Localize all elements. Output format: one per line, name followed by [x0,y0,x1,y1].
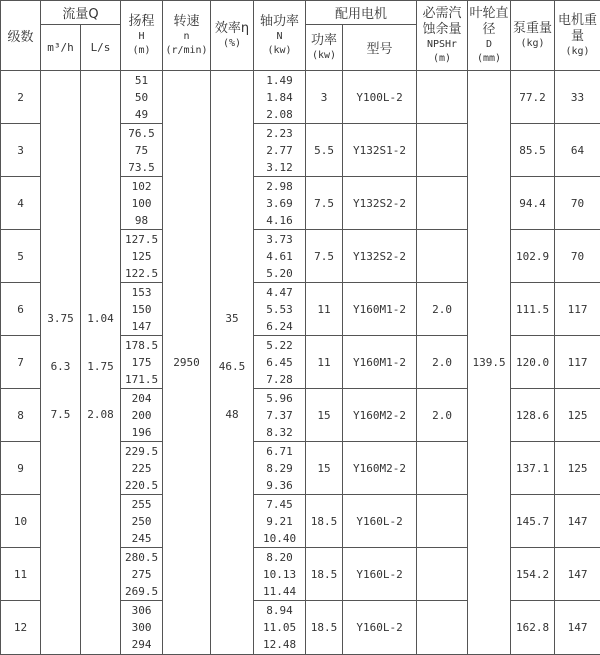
shaft-power-cell-value: 6.71 [266,444,293,458]
motor-model-cell: Y100L-2 [343,71,417,124]
stage-cell: 2 [1,71,41,124]
header-impeller-symbol: D [486,38,493,50]
shaft-power-cell-value: 3.73 [266,232,293,246]
npsh-cell [417,230,468,283]
motor-power-cell: 11 [306,283,343,336]
shaft-power-cell-value: 11.44 [262,584,297,598]
stage-cell: 3 [1,124,41,177]
flow-ls-cell-value: 2.08 [87,407,114,421]
motor-model-cell: Y132S1-2 [343,124,417,177]
shaft-power-cell-value: 4.16 [266,213,293,227]
shaft-power-cell [254,389,306,442]
shaft-power-cell-value: 5.96 [266,391,293,405]
shaft-power-cell [254,495,306,548]
shaft-power-cell [254,442,306,495]
motor-weight-cell: 147 [555,548,600,601]
motor-power-cell: 3 [306,71,343,124]
shaft-power-cell [254,283,306,336]
shaft-power-cell-value: 10.13 [262,567,297,581]
motor-weight-cell: 125 [555,442,600,495]
head-cell [121,230,163,283]
head-cell-value: 200 [131,408,152,422]
header-motor-power [306,25,343,71]
shaft-power-cell [254,336,306,389]
shaft-power-cell-value: 10.40 [262,531,297,545]
shaft-power-cell-value: 4.47 [266,285,293,299]
shaft-power-cell-value: 6.24 [266,319,293,333]
header-head-label: 扬程 [128,13,155,29]
npsh-cell [417,495,468,548]
npsh-cell [417,601,468,655]
motor-model-cell: Y160M2-2 [343,442,417,495]
impeller-diameter-cell: 139.5 [468,71,511,655]
shaft-power-cell-value: 11.05 [262,621,297,634]
head-cell-value: 245 [131,531,152,545]
shaft-power-cell-value: 8.32 [266,425,293,439]
shaft-power-cell-value: 2.08 [266,107,293,121]
shaft-power-cell-value: 9.36 [266,478,293,492]
efficiency-cell [211,71,254,655]
shaft-power-cell-value: 8.29 [266,461,293,475]
pump-weight-cell: 145.7 [511,495,555,548]
header-pump-weight-label: 泵重量 [513,20,553,36]
pump-weight-cell: 128.6 [511,389,555,442]
shaft-power-cell [254,230,306,283]
header-stage: 级数 [1,1,41,71]
flow-ls-cell-value: 1.04 [87,311,114,325]
header-head-symbol: H [138,30,145,42]
header-motor: 配用电机 [306,1,417,25]
header-npsh [417,1,468,71]
motor-weight-cell: 117 [555,283,600,336]
header-shaft-power-unit: (kw) [267,44,292,56]
head-cell [121,336,163,389]
shaft-power-cell [254,124,306,177]
stage-cell: 8 [1,389,41,442]
head-cell-value: 147 [131,319,152,333]
head-cell [121,601,163,655]
header-impeller-label: 叶轮直径 [469,5,509,37]
npsh-cell [417,177,468,230]
motor-model-cell: Y132S2-2 [343,230,417,283]
head-cell [121,71,163,124]
header-npsh-unit: (m) [433,52,452,64]
header-motor-weight [555,1,600,71]
motor-power-cell: 11 [306,336,343,389]
header-speed-label: 转速 [173,13,200,29]
shaft-power-cell-value: 9.21 [266,514,293,528]
pump-weight-cell: 94.4 [511,177,555,230]
head-cell-value: 50 [134,90,149,104]
npsh-cell [417,442,468,495]
stage-cell: 7 [1,336,41,389]
head-cell-value: 102 [131,179,152,193]
header-pump-weight [511,1,555,71]
pump-weight-cell: 111.5 [511,283,555,336]
motor-weight-cell: 147 [555,601,600,655]
pump-weight-cell: 77.2 [511,71,555,124]
shaft-power-cell-value: 7.28 [266,372,293,386]
header-shaft-power-label: 轴功率 [260,13,300,29]
shaft-power-cell-value: 5.53 [266,302,293,316]
pump-weight-cell: 154.2 [511,548,555,601]
head-cell [121,389,163,442]
motor-power-cell: 18.5 [306,548,343,601]
shaft-power-cell-value: 7.45 [266,497,293,511]
stage-cell: 11 [1,548,41,601]
head-cell-value: 300 [131,621,152,634]
stage-cell: 10 [1,495,41,548]
flow-m3h-cell-value: 3.75 [47,311,74,325]
head-cell-value: 175 [131,355,152,369]
head-cell-value: 250 [131,514,152,528]
head-cell-value: 73.5 [128,160,155,174]
shaft-power-cell-value: 5.20 [266,266,293,280]
head-cell-value: 196 [131,425,152,439]
shaft-power-cell [254,601,306,655]
motor-power-cell: 15 [306,442,343,495]
table-body [1,71,600,655]
head-cell [121,442,163,495]
head-cell-value: 122.5 [124,266,159,280]
npsh-cell [417,548,468,601]
pump-weight-cell: 85.5 [511,124,555,177]
head-cell-value: 178.5 [124,338,159,352]
header-motor-power-label: 功率 [311,32,338,48]
head-cell-value: 269.5 [124,584,159,598]
flow-m3h-cell [41,71,81,655]
shaft-power-cell-value: 8.94 [266,604,293,617]
head-cell-value: 127.5 [124,232,159,246]
shaft-power-cell-value: 6.45 [266,355,293,369]
shaft-power-cell-value: 7.37 [266,408,293,422]
head-cell-value: 125 [131,249,152,263]
flow-ls-cell [81,71,121,655]
head-cell-value: 225 [131,461,152,475]
header-efficiency-label: 效率η [214,20,250,36]
header-efficiency [211,1,254,71]
head-cell-value: 98 [134,213,149,227]
header-pump-weight-unit: (kg) [520,37,545,49]
head-cell-value: 294 [131,638,152,651]
head-cell-value: 171.5 [124,372,159,386]
shaft-power-cell [254,177,306,230]
header-motor-model: 型号 [343,25,417,71]
shaft-power-cell-value: 4.61 [266,249,293,263]
head-cell-value: 255 [131,497,152,511]
head-cell-value: 150 [131,302,152,316]
motor-weight-cell: 117 [555,336,600,389]
stage-cell: 6 [1,283,41,336]
efficiency-cell-value: 35 [225,311,239,325]
motor-weight-cell: 125 [555,389,600,442]
motor-weight-cell: 70 [555,230,600,283]
header-motor-power-unit: (kw) [311,49,337,61]
header-head [121,1,163,71]
header-efficiency-unit: (%) [222,37,242,49]
table-row [1,71,600,124]
head-cell-value: 49 [134,107,149,121]
head-cell-value: 75 [134,143,149,157]
header-impeller [468,1,511,71]
shaft-power-cell [254,71,306,124]
head-cell-value: 153 [131,285,152,299]
head-cell-value: 204 [131,391,152,405]
motor-model-cell: Y132S2-2 [343,177,417,230]
header-impeller-unit: (mm) [476,52,502,64]
stage-cell: 5 [1,230,41,283]
motor-power-cell: 5.5 [306,124,343,177]
header-flow-m3h: m³/h [41,25,81,71]
header-npsh-symbol: NPSHr [426,38,458,50]
header-speed [163,1,211,71]
shaft-power-cell-value: 5.22 [266,338,293,352]
shaft-power-cell-value: 1.49 [266,73,293,87]
header-flow-ls: L/s [81,25,121,71]
motor-model-cell: Y160L-2 [343,548,417,601]
motor-weight-cell: 33 [555,71,600,124]
motor-power-cell: 7.5 [306,230,343,283]
motor-weight-cell: 70 [555,177,600,230]
shaft-power-cell-value: 12.48 [262,638,297,651]
header-flow: 流量Q [41,1,121,25]
motor-power-cell: 18.5 [306,495,343,548]
head-cell [121,548,163,601]
speed-cell: 2950 [163,71,211,655]
head-cell-value: 76.5 [128,126,155,140]
flow-m3h-cell-value: 7.5 [50,407,71,421]
head-cell [121,283,163,336]
header-motor-weight-label: 电机重量 [558,12,598,44]
shaft-power-cell-value: 2.23 [266,126,293,140]
motor-weight-cell: 147 [555,495,600,548]
flow-ls-cell-value: 1.75 [87,359,114,373]
npsh-cell: 2.0 [417,336,468,389]
efficiency-cell-value: 48 [225,407,239,421]
header-head-unit: (m) [132,44,151,56]
npsh-cell: 2.0 [417,283,468,336]
shaft-power-cell-value: 1.84 [266,90,293,104]
shaft-power-cell-value: 8.20 [266,550,293,564]
motor-power-cell: 18.5 [306,601,343,655]
pump-weight-cell: 137.1 [511,442,555,495]
motor-weight-cell: 64 [555,124,600,177]
npsh-cell [417,71,468,124]
motor-model-cell: Y160L-2 [343,495,417,548]
stage-cell: 12 [1,601,41,655]
shaft-power-cell [254,548,306,601]
header-shaft-power [254,1,306,71]
head-cell-value: 220.5 [124,478,159,492]
header-speed-unit: (r/min) [165,44,208,56]
shaft-power-cell-value: 2.77 [266,143,293,157]
head-cell [121,124,163,177]
stage-cell: 9 [1,442,41,495]
efficiency-cell-value: 46.5 [218,359,246,373]
head-cell-value: 51 [134,73,149,87]
shaft-power-cell-value: 3.69 [266,196,293,210]
shaft-power-cell-value: 3.12 [266,160,293,174]
head-cell [121,495,163,548]
motor-model-cell: Y160L-2 [343,601,417,655]
header-shaft-power-symbol: N [276,30,283,42]
motor-power-cell: 7.5 [306,177,343,230]
pump-weight-cell: 162.8 [511,601,555,655]
shaft-power-cell-value: 2.98 [266,179,293,193]
motor-power-cell: 15 [306,389,343,442]
motor-model-cell: Y160M1-2 [343,336,417,389]
pump-weight-cell: 102.9 [511,230,555,283]
header-speed-symbol: n [183,30,190,42]
stage-cell: 4 [1,177,41,230]
motor-model-cell: Y160M1-2 [343,283,417,336]
head-cell-value: 275 [131,567,152,581]
motor-model-cell: Y160M2-2 [343,389,417,442]
head-cell-value: 280.5 [124,550,159,564]
pump-weight-cell: 120.0 [511,336,555,389]
flow-m3h-cell-value: 6.3 [50,359,71,373]
head-cell-value: 100 [131,196,152,210]
header-motor-weight-unit: (kg) [565,45,590,57]
npsh-cell [417,124,468,177]
head-cell-value: 306 [131,604,152,617]
head-cell [121,177,163,230]
npsh-cell: 2.0 [417,389,468,442]
header-npsh-label: 必需汽蚀余量 [422,5,462,37]
head-cell-value: 229.5 [124,444,159,458]
